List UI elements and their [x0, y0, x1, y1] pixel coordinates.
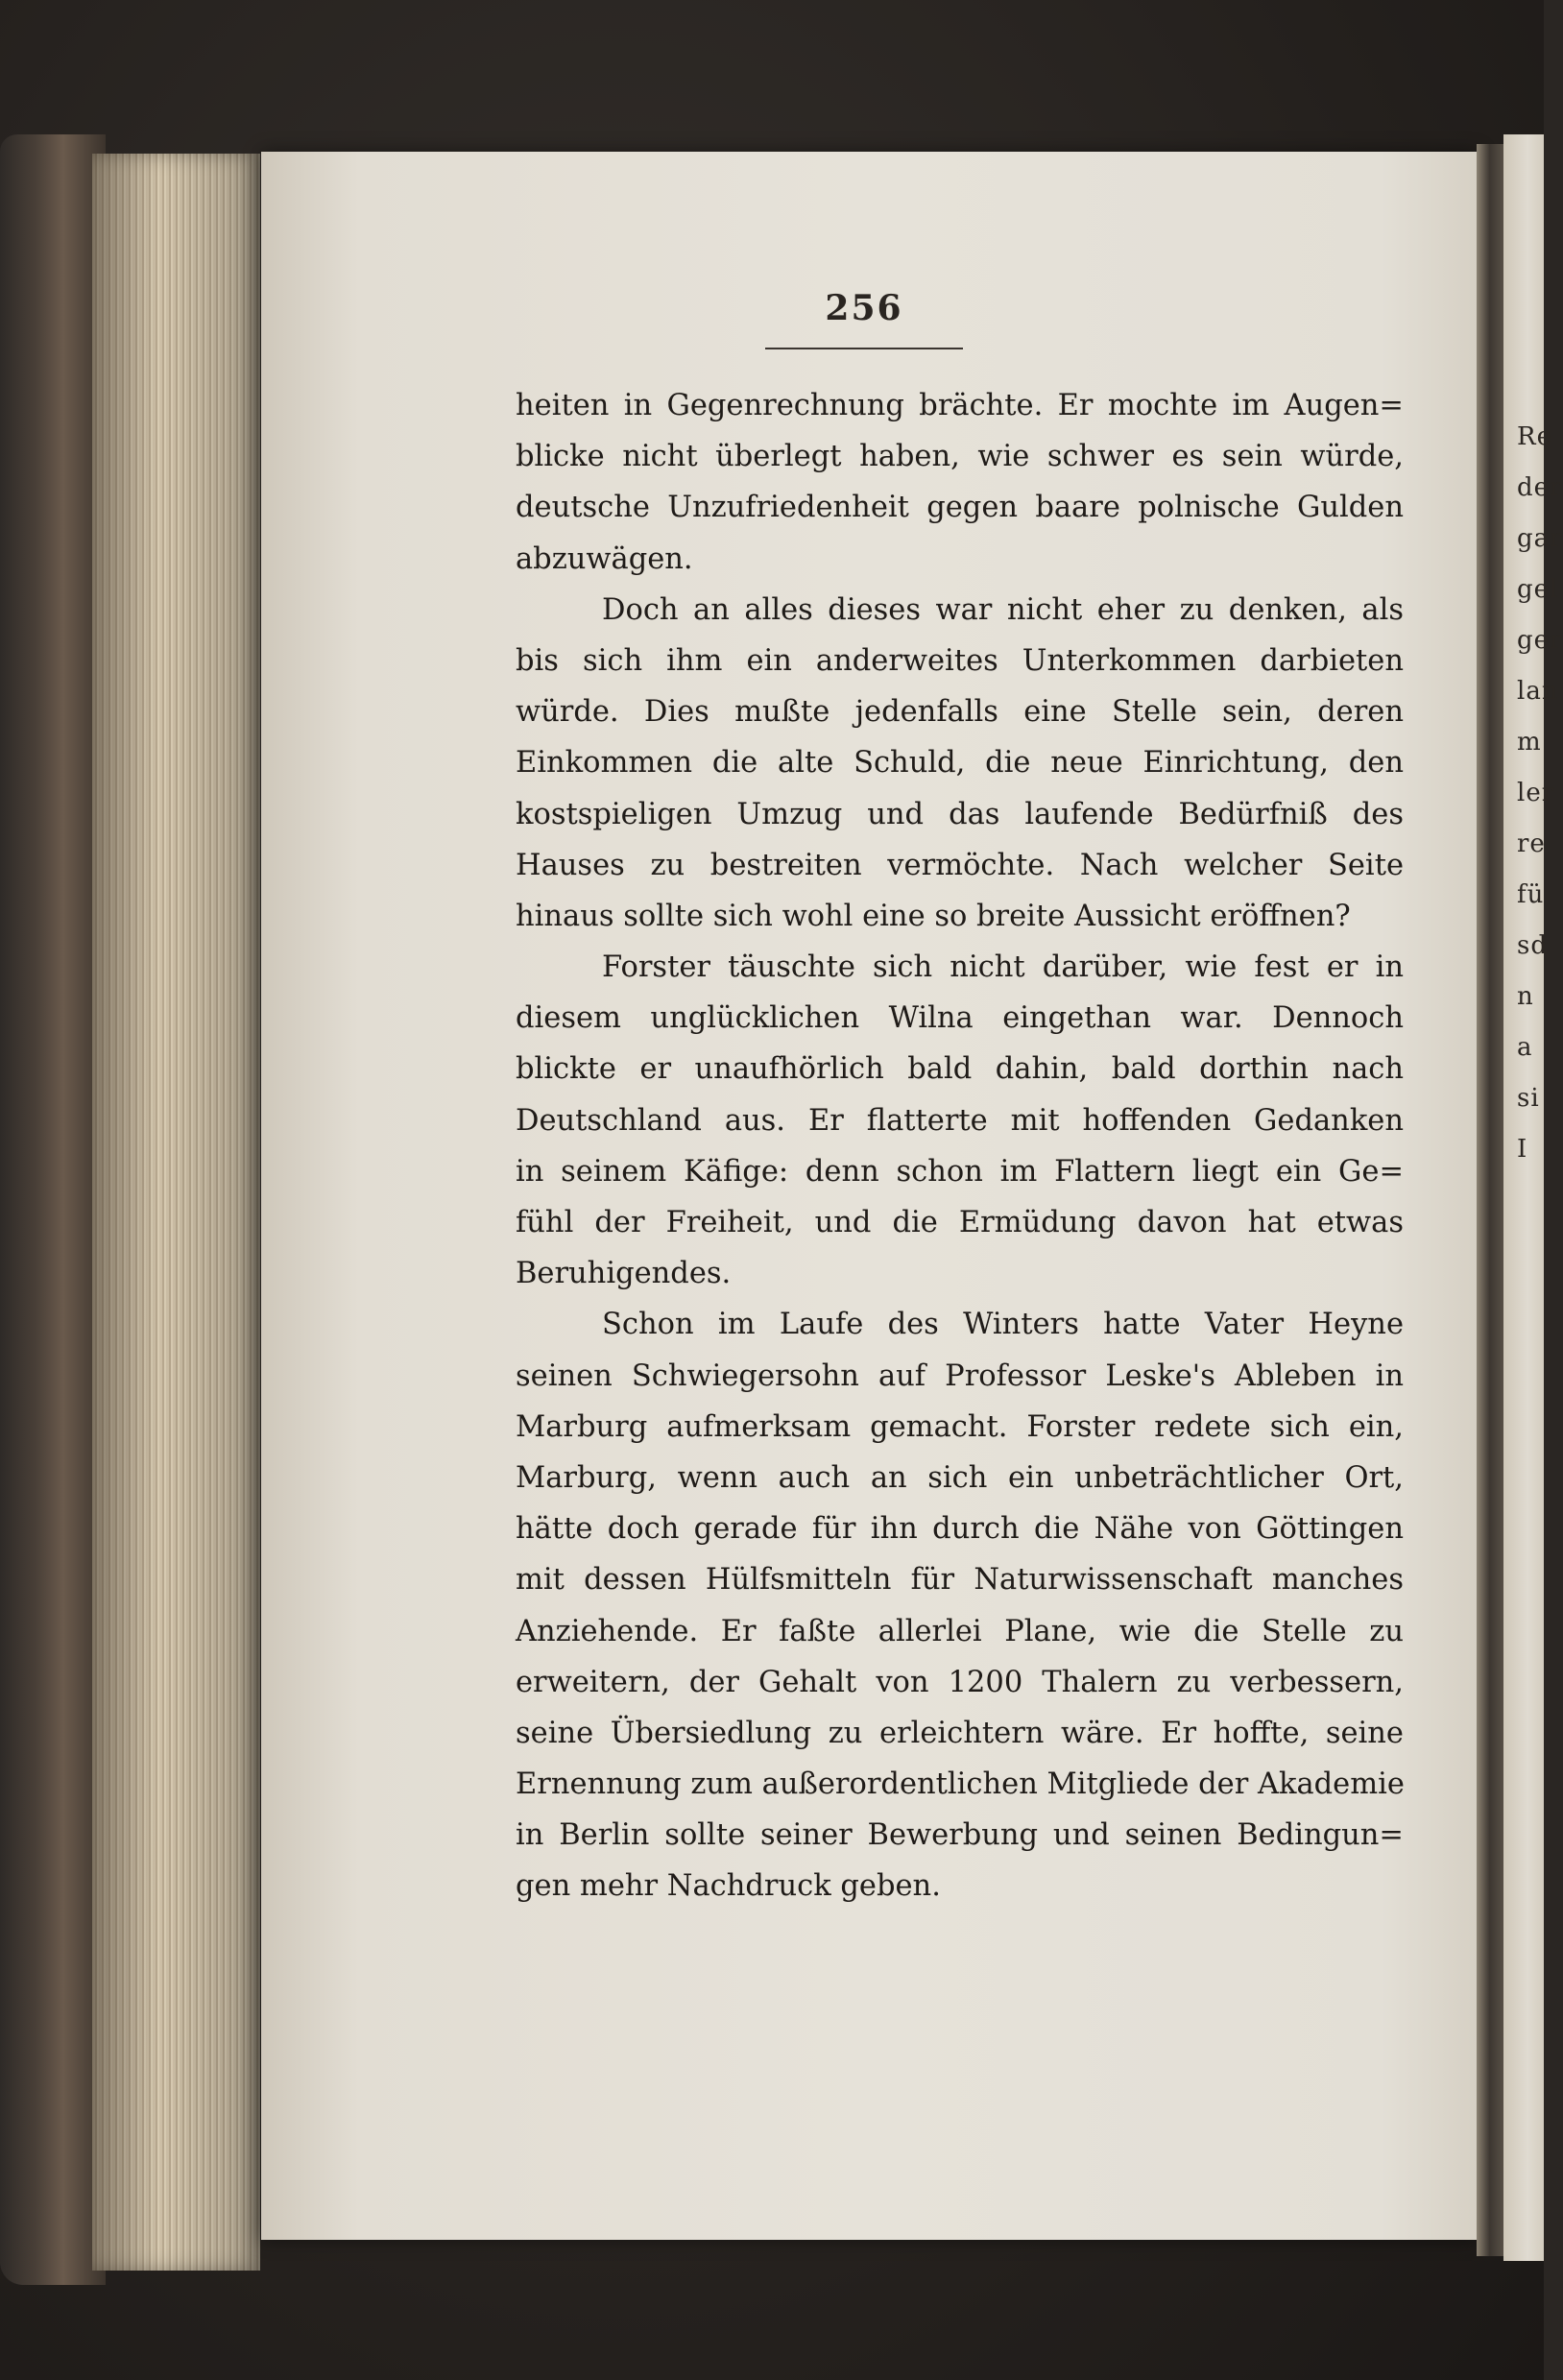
text-line: Beruhigendes.	[516, 1257, 732, 1291]
facing-page-fragment: der	[1517, 473, 1563, 502]
text-line: heiten in Gegenrechnung brächte. Er mochte im Augen=	[516, 389, 1404, 422]
facing-page-fragment: m	[1517, 728, 1542, 757]
text-line: hätte doch gerade für ihn durch die Nähe von Göttingen	[516, 1512, 1404, 1547]
text-line: Hauses zu bestreiten vermöchte. Nach welcher Seite	[516, 848, 1404, 882]
text-line: Marburg aufmerksam gemacht. Forster redete sich ein,	[516, 1409, 1404, 1444]
text-line: Anziehende. Er faßte allerlei Plane, wie die Stelle zu	[516, 1614, 1404, 1648]
text-line: Einkommen die alte Schuld, die neue Einrichtung, den	[516, 746, 1404, 781]
facing-page-fragment: n	[1517, 982, 1534, 1011]
facing-page-fragment: sd	[1517, 931, 1548, 960]
text-line: mit dessen Hülfsmitteln für Naturwissenschaft manches	[516, 1563, 1404, 1598]
text-line: hinaus sollte sich wohl eine so breite Aussicht eröffnen?	[516, 899, 1351, 933]
text-line: in seinem Käfige: denn schon im Flattern liegt ein Ge=	[516, 1154, 1404, 1189]
text-line: gen mehr Nachdruck geben.	[516, 1869, 941, 1904]
text-line: Deutschland aus. Er flatterte mit hoffenden Gedanken	[516, 1103, 1404, 1138]
facing-page-fragment: gar	[1517, 524, 1563, 553]
facing-page-fragment: gel	[1517, 575, 1559, 604]
facing-page-fragment: ler	[1517, 779, 1555, 807]
text-line: deutsche Unzufriedenheit gegen baare polnische Gulden	[516, 491, 1404, 525]
book-cover-edge	[0, 134, 106, 2285]
facing-page-fragment: si	[1517, 1084, 1540, 1113]
text-line: in Berlin sollte seiner Bewerbung und seinen Bedingun=	[516, 1818, 1404, 1853]
text-line: blickte er unaufhörlich bald dahin, bald dorthin nach	[516, 1052, 1404, 1087]
facing-page-fragment: lan	[1517, 677, 1559, 706]
text-line: diesem unglücklichen Wilna eingethan war. Dennoch	[516, 1001, 1404, 1036]
page-number: 256	[825, 288, 903, 328]
text-line: kostspieligen Umzug und das laufende Bedürfniß des	[516, 797, 1404, 831]
text-line: abzuwägen.	[516, 541, 693, 576]
text-line: seine Übersiedlung zu erleichtern wäre. Er hoffte, seine	[516, 1716, 1404, 1750]
facing-page-fragment: re	[1517, 829, 1546, 858]
body-text	[516, 380, 1404, 1912]
text-line: Schon im Laufe des Winters hatte Vater Heyne	[602, 1308, 1404, 1342]
text-line: bis sich ihm ein anderweites Unterkommen darbieten	[516, 643, 1404, 678]
header-rule	[765, 348, 963, 349]
text-line: fühl der Freiheit, und die Ermüdung davon hat etwas	[516, 1206, 1404, 1239]
facing-page-fragment: a	[1517, 1033, 1533, 1062]
text-line: würde. Dies mußte jedenfalls eine Stelle sein, deren	[516, 695, 1404, 730]
facing-page-fragment: Re	[1517, 422, 1552, 451]
text-line: Forster täuschte sich nicht darüber, wie fest er in	[602, 950, 1404, 985]
text-line: seinen Schwiegersohn auf Professor Leske's Ableben in	[516, 1358, 1404, 1393]
text-line: erweitern, der Gehalt von 1200 Thalern zu verbessern,	[516, 1665, 1404, 1699]
facing-page-fragment: I	[1517, 1135, 1528, 1164]
text-line: Marburg, wenn auch an sich ein unbeträchtlicher Ort,	[516, 1460, 1404, 1495]
facing-page-text	[1517, 422, 1563, 1186]
book-gutter	[1477, 144, 1505, 2256]
text-line: blicke nicht überlegt haben, wie schwer es sein würde,	[516, 440, 1404, 474]
page-fore-edge-shadow	[92, 154, 260, 2271]
text-line: Doch an alles dieses war nicht eher zu denken, als	[602, 592, 1404, 627]
text-line: Ernennung zum außerordentlichen Mitgliede der Akademie	[516, 1767, 1405, 1802]
facing-page-fragment: ger	[1517, 626, 1563, 655]
facing-page-fragment: fü	[1517, 880, 1545, 909]
